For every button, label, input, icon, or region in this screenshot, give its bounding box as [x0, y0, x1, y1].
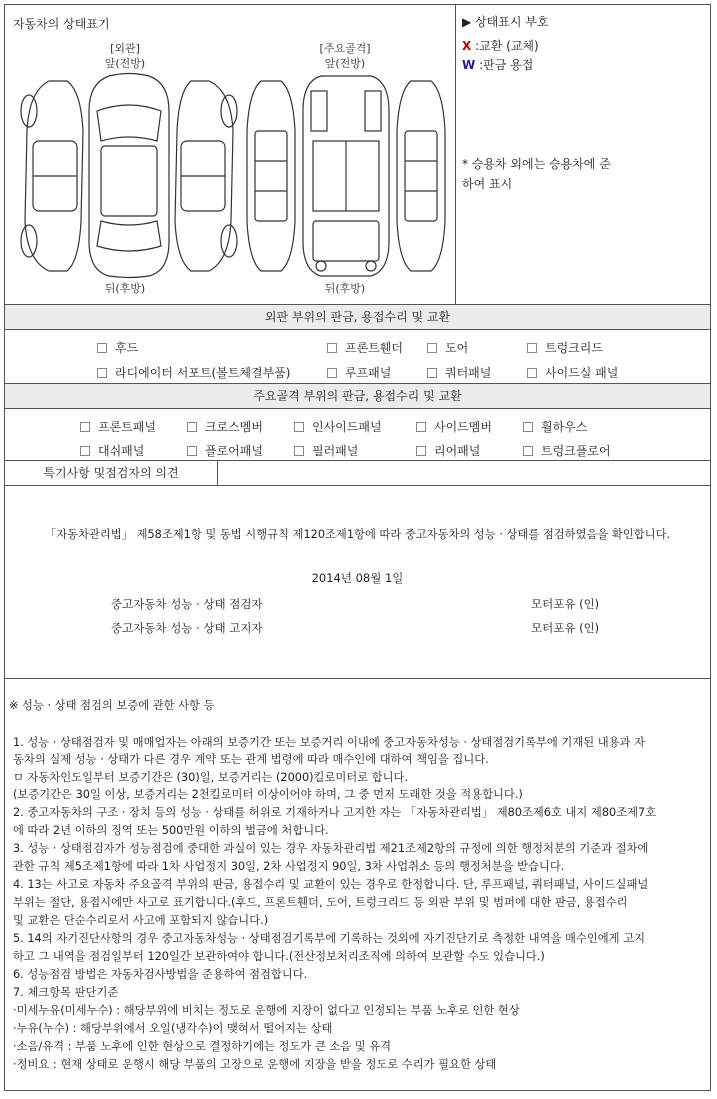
inspector-label: 중고자동차 성능 · 상태 점검자	[111, 597, 263, 611]
opinion-label: 특기사항 및점검자의 의견	[5, 461, 218, 485]
note-line: ·정비요 : 현재 상태로 운행시 해당 부품의 고장으로 운행에 지장을 받을 정도로 수리가 필요한 상태	[13, 1058, 497, 1071]
checkbox-radiator-support[interactable]: 라디에이터 서포트(볼트체결부품)	[97, 364, 290, 381]
diagram-title: 자동차의 상태표기	[13, 17, 110, 31]
certification-statement: 「자동차관리법」 제58조제1항 및 동법 시행규칙 제120조제1항에 따라 중고자동차의 성능 · 상태를 점검하였음을 확인합니다.	[44, 528, 671, 541]
note-line: ·누유(누수) : 해당부위에서 오일(냉각수)이 맺혀서 떨어지는 상태	[13, 1022, 333, 1035]
checkbox-pillar-panel[interactable]: 필러패널	[294, 442, 358, 459]
note-line: 1. 성능 · 상태점검자 및 매매업자는 아래의 보증기간 또는 보증거리 이내에 중고자동차성능 · 상태점검기록부에 기재된 내용과 자	[13, 736, 645, 749]
legend-panel	[456, 5, 710, 304]
w-mark-icon: W	[462, 58, 476, 72]
warranty-notes	[5, 679, 710, 1091]
note-line: 및 교환은 단순수리로서 사고에 포함되지 않습니다.)	[13, 914, 269, 927]
exterior-section-heading: 외판 부위의 판금, 용접수리 및 교환	[5, 305, 710, 330]
certification-block	[5, 486, 710, 679]
frame-front-label: 앞(전방)	[324, 57, 366, 70]
vehicle-diagram-section	[5, 5, 710, 305]
note-line: 5. 14의 자기진단사항의 경우 중고자동차성능 · 상태점검기록부에 기록하는 것외에 자기진단기로 측정한 내역을 매수인에게 고지	[13, 932, 645, 945]
legend-w-line	[462, 56, 533, 73]
note-line: ·미세누유(미세누수) : 해당부위에 비치는 정도로 운행에 지장이 없다고 인정되는 부품 노후로 인한 현상	[13, 1004, 520, 1017]
checkbox-wheel-house[interactable]: 휠하우스	[523, 418, 587, 435]
frame-rear-label: 뒤(후방)	[324, 282, 366, 295]
checkbox-cross-member[interactable]: 크로스멤버	[187, 418, 263, 435]
note-line: 부위는 절단, 용접시에만 사고로 표기합니다.(후드, 프론트휀더, 도어, 트렁크리드 등 외판 부위 및 범퍼에 대한 판금, 용접수리	[13, 896, 628, 909]
exterior-label: [외관]	[110, 42, 140, 55]
note-line: 동차의 실제 성능 · 상태가 다른 경우 계약 또는 관계 법령에 따라 매수인에 대하여 책임을 집니다.	[13, 753, 489, 766]
legend-title: 상태표시 부호	[475, 15, 549, 29]
checkbox-inside-panel[interactable]: 인사이드패널	[294, 418, 382, 435]
frame-section-heading: 주요골격 부위의 판금, 용접수리 및 교환	[5, 384, 710, 409]
note-line: 4. 13는 사고로 자동차 주요골격 부위의 판금, 용접수리 및 교환이 있는 경우로 한정합니다. 단, 루프패널, 쿼터패널, 사이드실패널	[13, 878, 649, 891]
note-line: 관한 규칙 제5조제1항에 따라 1차 사업정지 30일, 2차 사업정지 90일, 3차 사업취소 등의 행정처분을 받습니다.	[13, 860, 565, 873]
exterior-checkbox-group	[5, 330, 710, 384]
legend-note-1: * 승용차 외에는 승용차에 준	[462, 157, 611, 171]
exterior-car-drawing	[19, 71, 239, 281]
frame-car-drawing	[241, 71, 451, 281]
frame-label: [주요골격]	[319, 42, 371, 55]
exterior-front-label: 앞(전방)	[104, 57, 146, 70]
checkbox-hood[interactable]: 후드	[97, 339, 138, 356]
certification-date: 2014년 08월 1일	[311, 571, 404, 585]
opinion-field[interactable]	[218, 461, 714, 485]
frame-checkbox-group	[5, 409, 710, 461]
checkbox-roof-panel[interactable]: 루프패널	[327, 364, 391, 381]
checkbox-trunk-floor[interactable]: 트렁크플로어	[523, 442, 611, 459]
checkbox-dash-panel[interactable]: 대쉬패널	[80, 442, 144, 459]
legend-x-line	[462, 37, 539, 54]
checkbox-door[interactable]: 도어	[427, 339, 468, 356]
note-line: (보증기간은 30일 이상, 보증거리는 2천킬로미터 이상이어야 하며, 그 중 먼저 도래한 것을 적용합니다.)	[13, 788, 523, 801]
notes-heading: ※ 성능 · 상태 점검의 보증에 관한 사항 등	[9, 699, 215, 712]
note-line: ·소음/유격 : 부품 노후에 인한 현상으로 결정하기에는 정도가 큰 소음 및 유격	[13, 1040, 392, 1053]
note-line: ㅁ 자동차인도일부터 보증기간은 (30)일, 보증거리는 (2000)킬로미터로 합니다.	[13, 771, 409, 784]
notifier-signature: 모터포유 (인)	[531, 621, 600, 635]
checkbox-floor-panel[interactable]: 플로어패널	[187, 442, 263, 459]
inspection-form	[4, 4, 711, 1091]
legend-x-text: :교환 (교체)	[475, 39, 539, 53]
triangle-icon: ▶	[462, 15, 472, 29]
checkbox-front-panel[interactable]: 프론트패널	[80, 418, 156, 435]
x-mark-icon: X	[462, 39, 472, 53]
legend-w-text: :판금 용접	[479, 58, 534, 72]
inspector-signature: 모터포유 (인)	[531, 597, 600, 611]
checkbox-front-fender[interactable]: 프론트휀더	[327, 339, 403, 356]
legend-title-line	[462, 13, 548, 30]
checkbox-side-sill-panel[interactable]: 사이드실 패널	[527, 364, 618, 381]
note-line: 에 따라 2년 이하의 징역 또는 500만원 이하의 벌금에 처합니다.	[13, 824, 329, 837]
note-line: 7. 체크항목 판단기준	[13, 986, 119, 999]
note-line: 2. 중고자동차의 구조 · 장치 등의 성능 · 상태를 허위로 기재하거나 고지한 자는 「자동차관리법」 제80조제6호 내지 제80조제7호	[13, 806, 657, 819]
notifier-label: 중고자동차 성능 · 상태 고지자	[111, 621, 263, 635]
legend-note-2: 하여 표시	[462, 177, 513, 191]
note-line: 하고 그 내역을 점검일부터 120일간 보관하여야 합니다.(전산정보처리조직에 의하여 보관할 수도 있습니다.)	[13, 950, 545, 963]
exterior-rear-label: 뒤(후방)	[104, 282, 146, 295]
note-line: 6. 성능점검 방법은 자동차검사방법을 준용하여 점검합니다.	[13, 968, 308, 981]
checkbox-side-member[interactable]: 사이드멤버	[416, 418, 492, 435]
vehicle-status-diagram	[5, 5, 456, 304]
checkbox-quarter-panel[interactable]: 쿼터패널	[427, 364, 491, 381]
opinion-row	[5, 461, 710, 486]
checkbox-rear-panel[interactable]: 리어패널	[416, 442, 480, 459]
note-line: 3. 성능 · 상태점검자가 성능점검에 중대한 과실이 있는 경우 자동차관리법 제21조제2항의 규정에 의한 행정처분의 기준과 절차에	[13, 842, 649, 855]
checkbox-trunk-lid[interactable]: 트렁크리드	[527, 339, 603, 356]
